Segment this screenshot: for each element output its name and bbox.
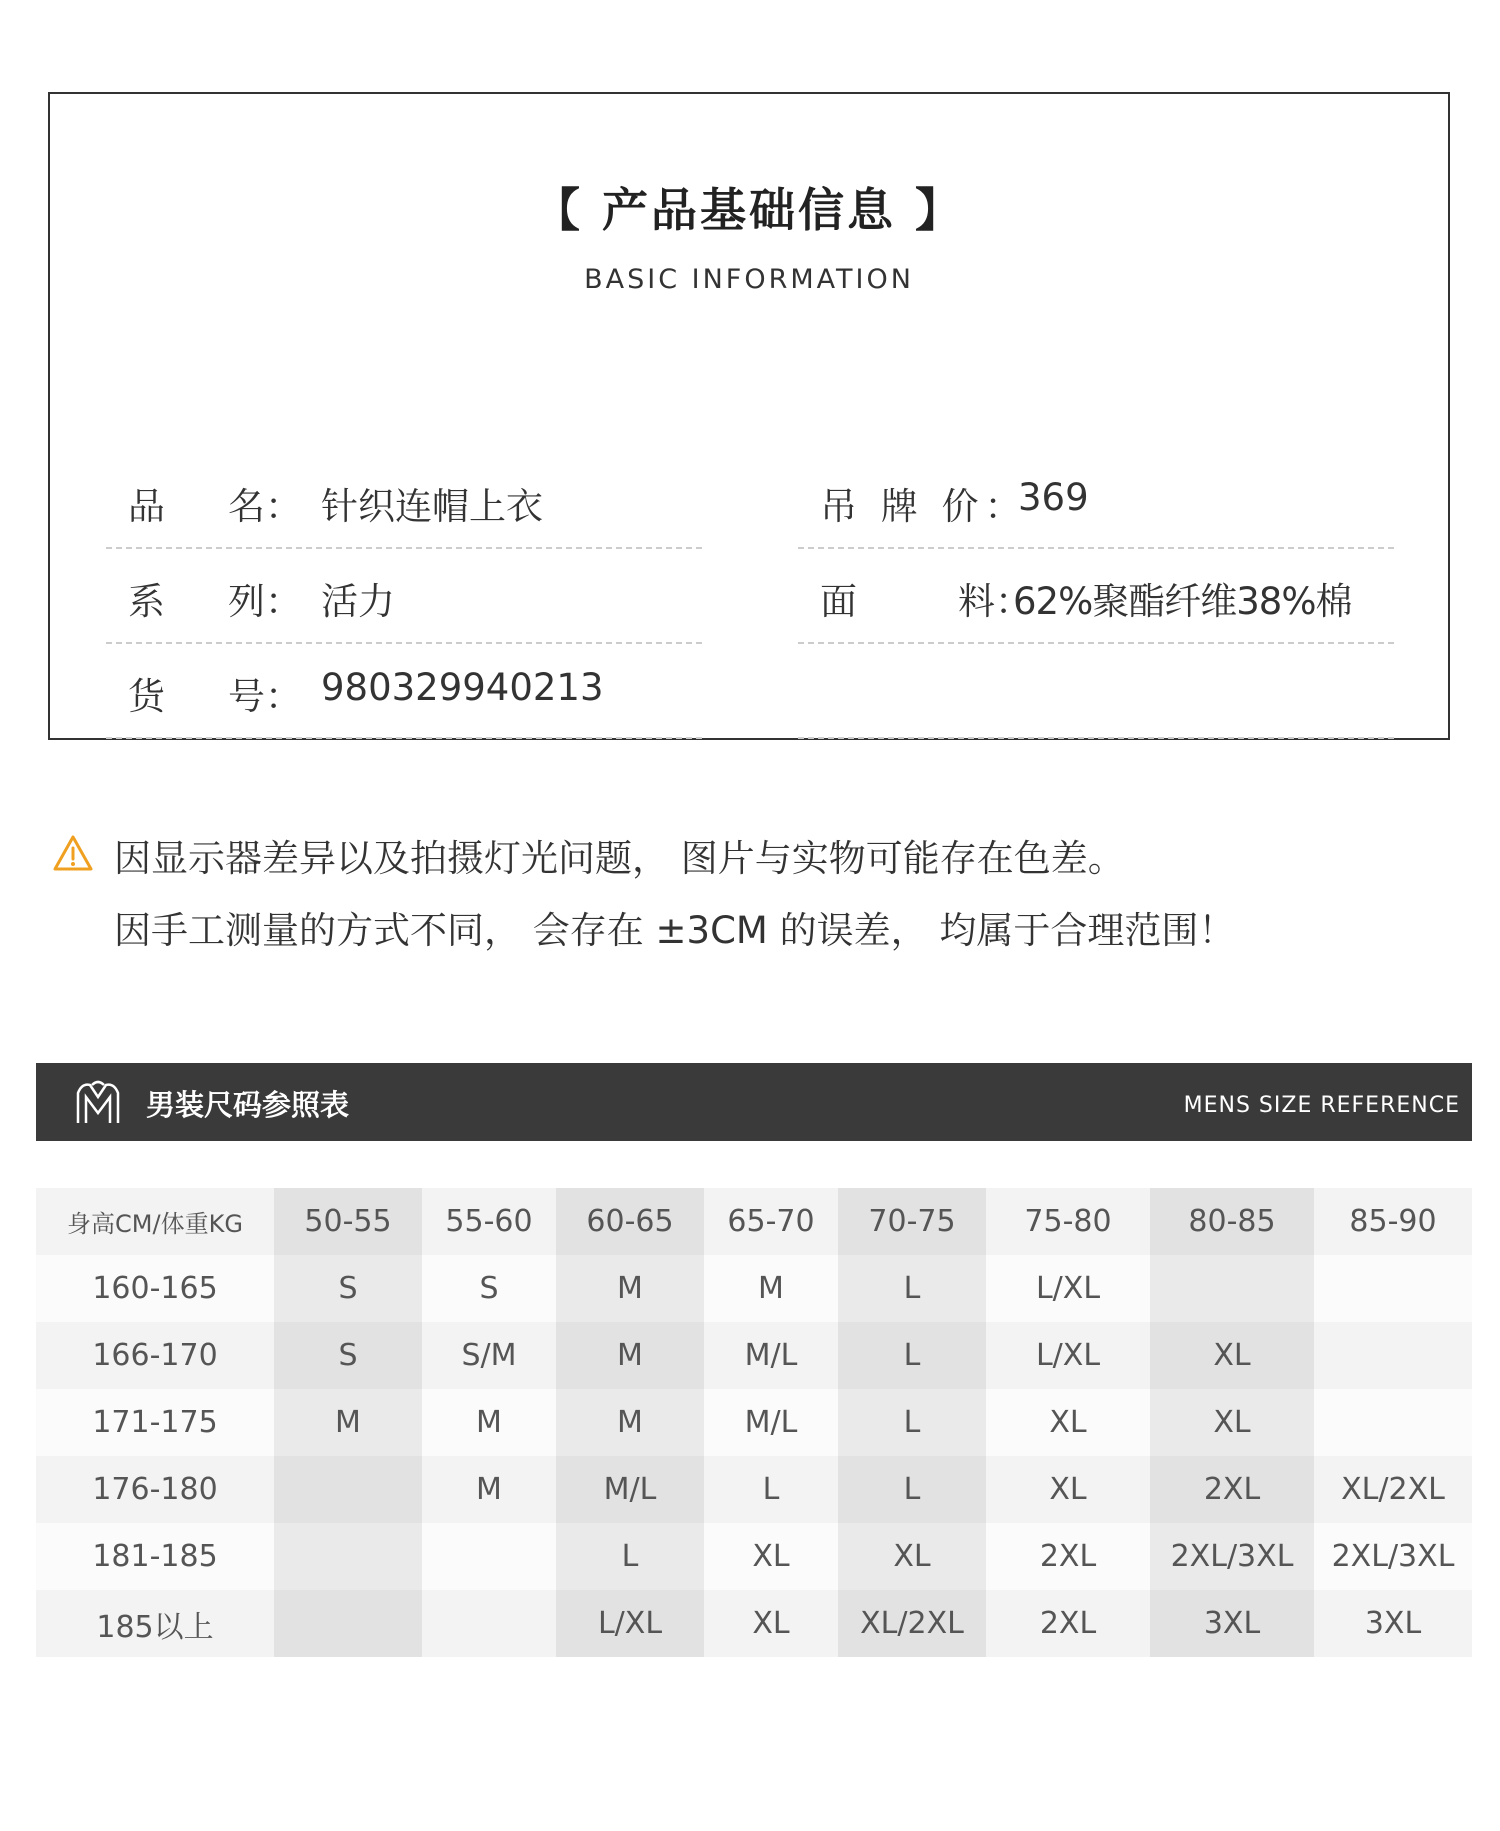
info-value-product-name: 针织连帽上衣 xyxy=(321,485,543,528)
info-value-tag-price: 369 xyxy=(1018,476,1089,519)
size-cell: M xyxy=(556,1389,704,1456)
table-row xyxy=(36,1255,1472,1322)
info-label: 面 xyxy=(820,580,857,623)
weight-header: 75-80 xyxy=(986,1188,1150,1255)
weight-header: 55-60 xyxy=(422,1188,556,1255)
info-value-fabric: 62%聚酯纤维38%棉 xyxy=(1013,580,1352,623)
weight-header: 70-75 xyxy=(838,1188,986,1255)
info-label: 品 xyxy=(128,485,165,528)
notice-line-1: 因显示器差异以及拍摄灯光问题， 图片与实物可能存在色差。 xyxy=(114,837,1125,880)
notice-line-2: 因手工测量的方式不同， 会存在 ±3CM 的误差， 均属于合理范围！ xyxy=(114,909,1236,952)
table-row xyxy=(36,1389,1472,1456)
size-cell xyxy=(422,1590,556,1657)
info-label: 系 xyxy=(128,580,165,623)
info-label: 货 xyxy=(128,675,165,718)
weight-header: 85-90 xyxy=(1314,1188,1472,1255)
hanger-logo-icon xyxy=(72,1079,124,1125)
info-row-product-name xyxy=(106,454,702,549)
size-cell: L/XL xyxy=(556,1590,704,1657)
size-table xyxy=(36,1188,1472,1657)
weight-header: 80-85 xyxy=(1150,1188,1314,1255)
table-corner-label: 身高CM/体重KG xyxy=(36,1188,274,1255)
info-label: 吊 牌 价： xyxy=(820,485,1028,528)
size-cell: S xyxy=(422,1255,556,1322)
size-cell: M xyxy=(556,1322,704,1389)
info-label: 列： xyxy=(228,580,302,623)
weight-header: 50-55 xyxy=(274,1188,422,1255)
size-cell: XL/2XL xyxy=(838,1590,986,1657)
size-cell: 3XL xyxy=(1150,1590,1314,1657)
size-cell: XL xyxy=(704,1523,838,1590)
size-cell: M xyxy=(704,1255,838,1322)
height-label: 181-185 xyxy=(36,1523,274,1590)
size-cell: S xyxy=(274,1255,422,1322)
info-value-item-number: 980329940213 xyxy=(321,666,604,709)
size-cell: 2XL xyxy=(986,1590,1150,1657)
size-cell: M/L xyxy=(704,1322,838,1389)
table-row xyxy=(36,1456,1472,1523)
size-cell xyxy=(1314,1255,1472,1322)
size-cell: 2XL/3XL xyxy=(1150,1523,1314,1590)
height-label: 171-175 xyxy=(36,1389,274,1456)
size-cell: M xyxy=(422,1456,556,1523)
table-header-row xyxy=(36,1188,1472,1255)
height-label: 160-165 xyxy=(36,1255,274,1322)
info-row-series xyxy=(106,549,702,644)
size-cell: S xyxy=(274,1322,422,1389)
size-cell xyxy=(274,1456,422,1523)
size-cell: XL xyxy=(1150,1322,1314,1389)
size-cell: L xyxy=(838,1389,986,1456)
size-cell: 2XL xyxy=(1150,1456,1314,1523)
size-chart-title-en: MENS SIZE REFERENCE xyxy=(1183,1093,1460,1118)
size-cell xyxy=(274,1523,422,1590)
size-cell xyxy=(1314,1389,1472,1456)
table-row xyxy=(36,1590,1472,1657)
size-cell: XL xyxy=(986,1389,1150,1456)
info-row-tag-price xyxy=(798,454,1394,549)
info-row-fabric xyxy=(798,549,1394,644)
size-cell: S/M xyxy=(422,1322,556,1389)
size-chart-title: 男装尺码参照表 xyxy=(146,1088,350,1122)
size-chart-header xyxy=(36,1063,1472,1141)
size-cell: M xyxy=(556,1255,704,1322)
size-cell: M/L xyxy=(704,1389,838,1456)
size-cell: XL xyxy=(1150,1389,1314,1456)
info-subtitle: BASIC INFORMATION xyxy=(584,264,914,295)
info-label: 料： xyxy=(958,580,1032,623)
weight-header: 60-65 xyxy=(556,1188,704,1255)
size-cell xyxy=(1150,1255,1314,1322)
size-cell: M xyxy=(422,1389,556,1456)
size-cell: XL xyxy=(704,1590,838,1657)
height-label: 185以上 xyxy=(36,1590,274,1657)
size-cell: L xyxy=(838,1456,986,1523)
height-label: 166-170 xyxy=(36,1322,274,1389)
size-cell: XL xyxy=(986,1456,1150,1523)
size-cell: M/L xyxy=(556,1456,704,1523)
weight-header: 65-70 xyxy=(704,1188,838,1255)
info-value-series: 活力 xyxy=(321,580,395,623)
size-cell: L xyxy=(838,1255,986,1322)
size-cell: 2XL/3XL xyxy=(1314,1523,1472,1590)
size-cell xyxy=(274,1590,422,1657)
size-cell: 3XL xyxy=(1314,1590,1472,1657)
table-row xyxy=(36,1523,1472,1590)
info-row-item-number xyxy=(106,644,702,739)
basic-info-panel xyxy=(48,92,1450,740)
size-cell: M xyxy=(274,1389,422,1456)
info-label: 名： xyxy=(228,485,302,528)
size-cell: L xyxy=(556,1523,704,1590)
info-title: 【 产品基础信息 】 xyxy=(533,183,965,237)
size-cell xyxy=(422,1523,556,1590)
info-label: 号： xyxy=(228,675,302,718)
info-row-empty xyxy=(798,644,1394,739)
size-cell: L xyxy=(838,1322,986,1389)
height-label: 176-180 xyxy=(36,1456,274,1523)
size-cell: XL xyxy=(838,1523,986,1590)
size-cell: L xyxy=(704,1456,838,1523)
warning-triangle-icon xyxy=(52,834,94,872)
size-cell: XL/2XL xyxy=(1314,1456,1472,1523)
size-cell: L/XL xyxy=(986,1322,1150,1389)
table-row xyxy=(36,1322,1472,1389)
size-cell: 2XL xyxy=(986,1523,1150,1590)
size-cell xyxy=(1314,1322,1472,1389)
size-cell: L/XL xyxy=(986,1255,1150,1322)
